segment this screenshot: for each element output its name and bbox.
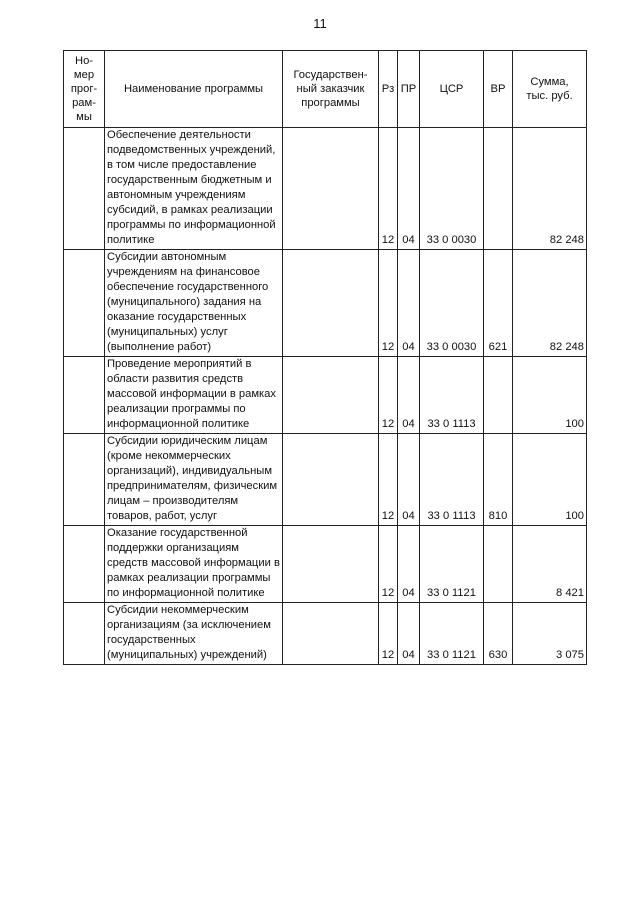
cell-sum: 3 075 [513, 603, 587, 665]
cell-state-customer [283, 250, 379, 357]
header-program-name: Наименование программы [105, 51, 283, 128]
cell-program-name: Оказание государственной поддержки организациям средств массовой информации в рамках реализации программы по информационной политике [105, 526, 283, 603]
cell-state-customer [283, 434, 379, 526]
cell-rz: 12 [379, 357, 398, 434]
cell-csr: 33 0 1113 [420, 434, 484, 526]
cell-vr [484, 357, 513, 434]
cell-state-customer [283, 357, 379, 434]
cell-csr: 33 0 1113 [420, 357, 484, 434]
cell-sum: 82 248 [513, 128, 587, 250]
cell-program-number [64, 526, 105, 603]
cell-pr: 04 [398, 526, 420, 603]
page-number: 11 [313, 16, 327, 31]
cell-pr: 04 [398, 250, 420, 357]
cell-program-name: Обеспечение деятельности подведомственных учреждений, в том числе предоставление государственным бюджетным и автономным учреждениям субсидий, в рамках реализации программы по информационной политике [105, 128, 283, 250]
table-header-row [64, 51, 587, 128]
cell-vr: 630 [484, 603, 513, 665]
cell-program-number [64, 128, 105, 250]
table-row [64, 603, 587, 665]
cell-pr: 04 [398, 603, 420, 665]
cell-csr: 33 0 1121 [420, 526, 484, 603]
cell-vr [484, 128, 513, 250]
cell-vr: 810 [484, 434, 513, 526]
header-rz: Рз [379, 51, 398, 128]
program-budget-table [63, 50, 587, 665]
cell-sum: 100 [513, 434, 587, 526]
cell-state-customer [283, 526, 379, 603]
cell-csr: 33 0 0030 [420, 250, 484, 357]
cell-program-name: Субсидии автономным учреждениям на финансовое обеспечение государственного (муниципального) задания на оказание государственных (муниципальных) услуг (выполнение работ) [105, 250, 283, 357]
cell-csr: 33 0 1121 [420, 603, 484, 665]
cell-pr: 04 [398, 357, 420, 434]
cell-program-number [64, 603, 105, 665]
cell-program-number [64, 250, 105, 357]
cell-rz: 12 [379, 526, 398, 603]
table-row [64, 434, 587, 526]
cell-sum: 100 [513, 357, 587, 434]
cell-pr: 04 [398, 128, 420, 250]
table-row [64, 250, 587, 357]
cell-program-number [64, 357, 105, 434]
cell-vr [484, 526, 513, 603]
table-row [64, 526, 587, 603]
cell-csr: 33 0 0030 [420, 128, 484, 250]
cell-program-name: Субсидии некоммерческим организациям (за исключением государственных (муниципальных) учреждений) [105, 603, 283, 665]
header-pr: ПР [398, 51, 420, 128]
cell-vr: 621 [484, 250, 513, 357]
header-program-number: Но- мер прог- рам- мы [64, 51, 105, 128]
cell-state-customer [283, 603, 379, 665]
cell-program-name: Проведение мероприятий в области развития средств массовой информации в рамках реализации программы по информационной политике [105, 357, 283, 434]
cell-program-number [64, 434, 105, 526]
header-csr: ЦСР [420, 51, 484, 128]
table-row [64, 357, 587, 434]
header-vr: ВР [484, 51, 513, 128]
cell-state-customer [283, 128, 379, 250]
cell-rz: 12 [379, 250, 398, 357]
cell-rz: 12 [379, 434, 398, 526]
cell-rz: 12 [379, 128, 398, 250]
cell-program-name: Субсидии юридическим лицам (кроме некоммерческих организаций), индивидуальным предпринимателям, физическим лицам – производителям товаров, работ, услуг [105, 434, 283, 526]
header-state-customer: Государствен- ный заказчик программы [283, 51, 379, 128]
cell-sum: 82 248 [513, 250, 587, 357]
header-sum: Сумма, тыс. руб. [513, 51, 587, 128]
cell-rz: 12 [379, 603, 398, 665]
cell-pr: 04 [398, 434, 420, 526]
cell-sum: 8 421 [513, 526, 587, 603]
table-row [64, 128, 587, 250]
